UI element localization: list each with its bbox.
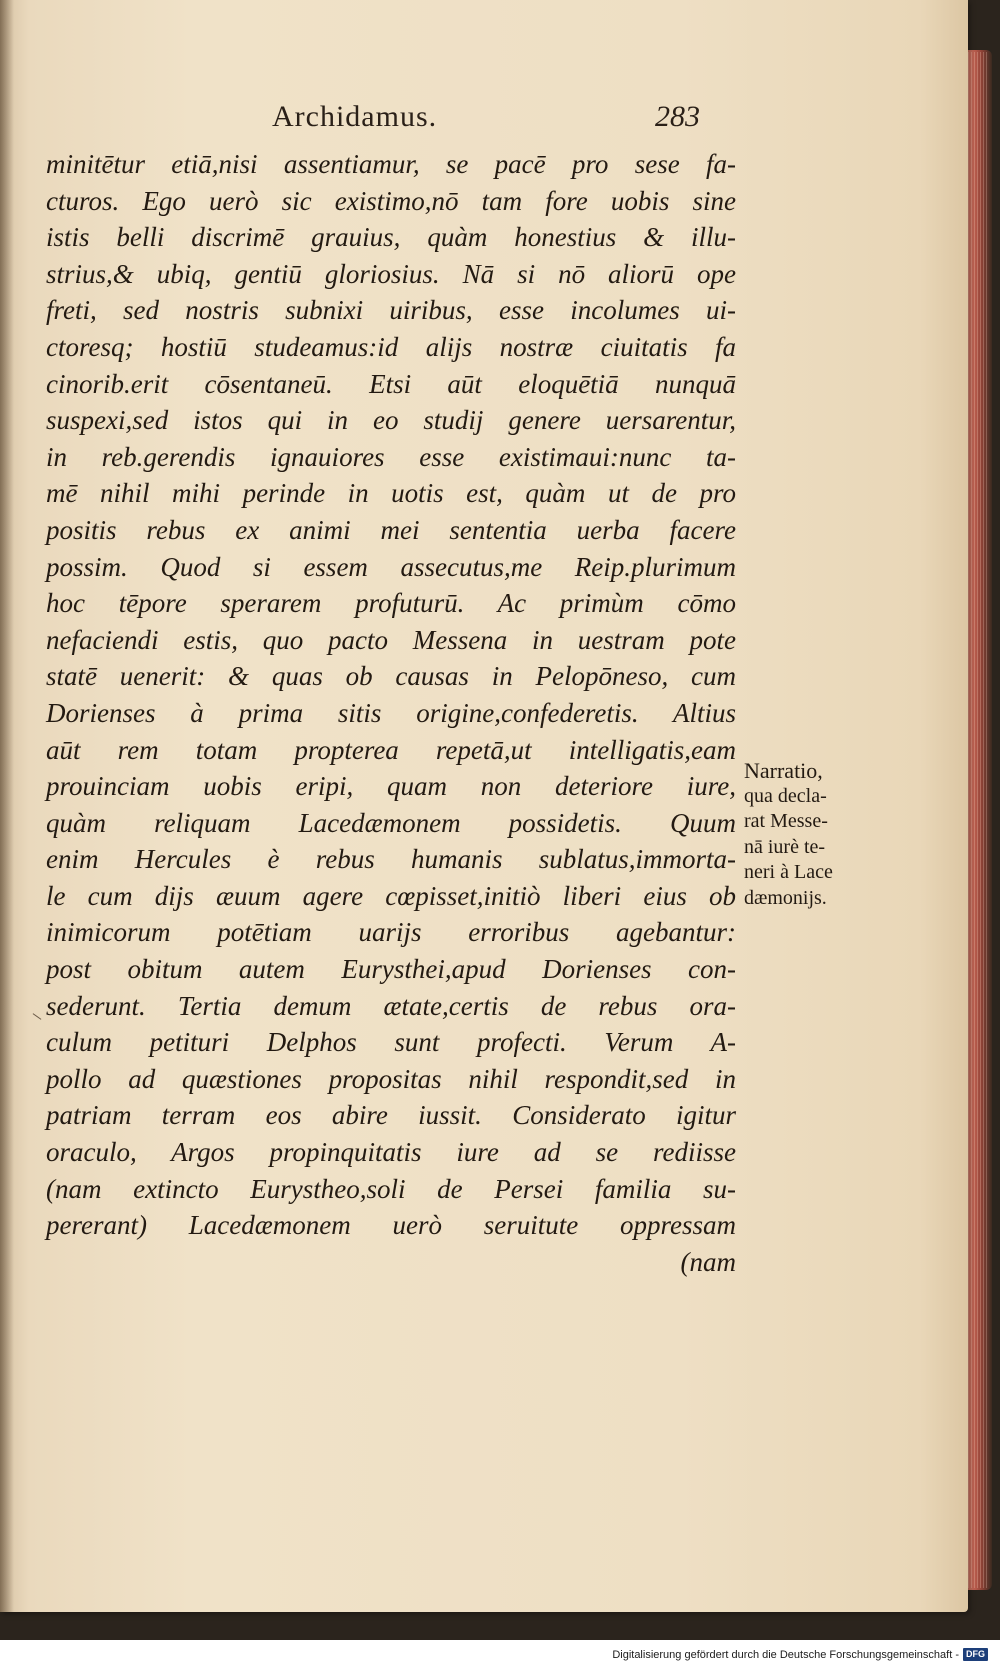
stray-mark xyxy=(33,1013,42,1020)
marginal-note-line: rat Messe- xyxy=(744,810,828,832)
text-line: inimicorum potētiam uarijs erroribus agebantur: xyxy=(46,917,736,948)
text-line: cturos. Ego uerò sic existimo,nō tam fore uobis sine xyxy=(46,185,736,216)
text-line: quàm reliquam Lacedæmonem possidetis. Quum xyxy=(46,807,736,838)
text-line: mē nihil mihi perinde in uotis est, quàm ut de pro xyxy=(46,478,736,509)
marginal-note-line: Narratio, xyxy=(744,758,823,783)
text-line: minitētur etiā,nisi assentiamur, se pacē pro sese fa- xyxy=(46,149,736,179)
text-line: le cum dijs æuum agere cœpisset,initiò liberi eius ob xyxy=(46,880,736,911)
text-line: culum petituri Delphos sunt profecti. Verum A- xyxy=(46,1027,736,1058)
text-line: prouinciam uobis eripi, quam non deteriore iure, xyxy=(46,771,736,802)
text-line: patriam terram eos abire iussit. Considerato igitur xyxy=(46,1100,736,1131)
marginal-note xyxy=(744,758,884,911)
text-line: cinorib.erit cōsentaneū. Etsi aūt eloquētiā nunquā xyxy=(46,368,736,399)
dfg-logo: DFG xyxy=(963,1648,988,1661)
text-line: pererant) Lacedæmonem uerò seruitute oppressam xyxy=(46,1210,736,1241)
text-line: post obitum autem Eurysthei,apud Dorienses con- xyxy=(46,954,736,985)
text-line: freti, sed nostris subnixi uiribus, esse incolumes ui- xyxy=(46,295,736,326)
text-line: suspexi,sed istos qui in eo studij genere uersarentur, xyxy=(46,405,736,436)
main-text-block xyxy=(46,146,736,1280)
page-number: 283 xyxy=(655,100,700,133)
gutter-shadow xyxy=(0,0,14,1612)
text-line: ctoresq; hostiū studeamus:id alijs nostræ ciuitatis fa xyxy=(46,331,736,362)
running-head: Archidamus. xyxy=(272,100,438,133)
text-line: possim. Quod si essem assecutus,me Reip.plurimum xyxy=(46,551,736,582)
text-line: pollo ad quæstiones propositas nihil respondit,sed in xyxy=(46,1063,736,1094)
text-line: hoc tēpore sperarem profuturū. Ac primùm cōmo xyxy=(46,588,736,619)
marginal-note-line: nā iurè te- xyxy=(744,835,826,858)
text-line: aūt rem totam propterea repetā,ut intelligatis,eam xyxy=(46,734,736,765)
text-line: statē uenerit: & quas ob causas in Pelopōneso, cum xyxy=(46,661,736,692)
text-line: oraculo, Argos propinquitatis iure ad se rediisse xyxy=(46,1137,736,1168)
text-line: sederunt. Tertia demum ætate,certis de rebus ora- xyxy=(46,990,736,1021)
page-header xyxy=(0,100,968,146)
digitization-credit xyxy=(612,1648,988,1661)
page-edge-lines xyxy=(968,52,988,1588)
marginal-note-line: qua decla- xyxy=(744,784,827,807)
text-line: nefaciendi estis, quo pacto Messena in uestram pote xyxy=(46,624,736,655)
text-line: in reb.gerendis ignauiores esse existimaui:nunc ta- xyxy=(46,441,736,472)
text-line: strius,& ubiq, gentiū gloriosius. Nā si nō aliorū ope xyxy=(46,258,736,289)
marginal-note-line: dæmonijs. xyxy=(744,886,827,909)
text-line: enim Hercules è rebus humanis sublatus,immorta- xyxy=(46,844,736,875)
text-line: (nam extincto Eurystheo,soli de Persei familia su- xyxy=(46,1173,736,1204)
text-line: (nam xyxy=(680,1246,736,1277)
credit-text: Digitalisierung gefördert durch die Deutsche Forschungsgemeinschaft - xyxy=(612,1648,959,1661)
text-line: Dorienses à prima sitis origine,confederetis. Altius xyxy=(46,697,736,728)
marginal-note-line: neri à Lace xyxy=(744,861,833,883)
text-line: positis rebus ex animi mei sententia uerba facere xyxy=(46,514,736,545)
text-line: istis belli discrimē grauius, quàm honestius & illu- xyxy=(46,222,736,253)
